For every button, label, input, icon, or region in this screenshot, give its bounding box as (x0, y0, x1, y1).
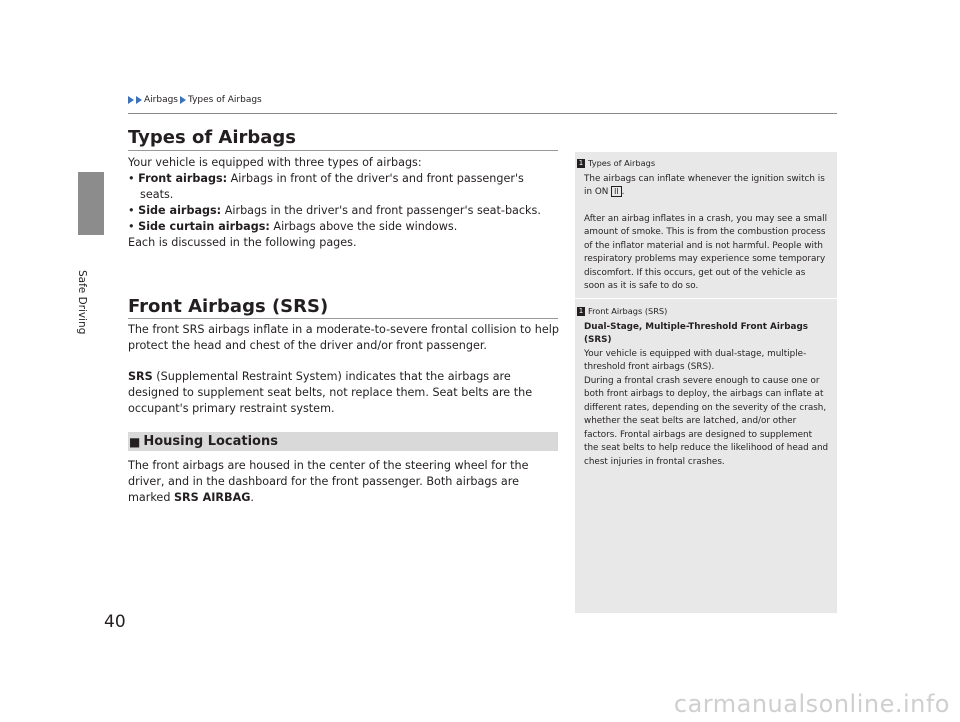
note-body (575, 321, 829, 470)
note-body (575, 173, 829, 294)
breadcrumb-arrow-icon (128, 96, 134, 104)
section-title-types-of-airbags: Types of Airbags (128, 127, 297, 148)
breadcrumb-arrow-icon (136, 96, 142, 104)
note-types-of-airbags (575, 157, 829, 294)
front-airbags-paragraph: The front SRS airbags inflate in a moderate-to-severe frontal collision to help protect the head and chest of the driver and/or front passenger. (128, 323, 559, 352)
section-divider (128, 150, 558, 151)
bullet-side-airbags: • Side airbags: Airbags in the driver's and front passenger's seat-backs. (128, 204, 541, 217)
section-tab-marker (78, 172, 104, 235)
note-title[interactable]: Front Airbags (SRS) (588, 306, 668, 316)
note-number-icon: 1 (578, 159, 584, 168)
section-divider (128, 318, 558, 319)
note-paragraph: The airbags can inflate whenever the ignition switch is in ON II . (584, 173, 825, 197)
page-number: 40 (104, 612, 126, 632)
square-bullet-icon: ■ (129, 434, 141, 449)
section-side-label: Safe Driving (76, 270, 88, 335)
breadcrumb-item-airbags[interactable]: Airbags (144, 95, 178, 105)
note-header (577, 305, 829, 319)
bullet-side-curtain-airbags: • Side curtain airbags: Airbags above the side windows. (128, 220, 458, 233)
outro-text: Each is discussed in the following pages. (128, 236, 357, 249)
section-title-front-airbags: Front Airbags (SRS) (128, 296, 329, 317)
notes-divider (575, 298, 837, 299)
note-header (577, 157, 829, 171)
note-paragraph: After an airbag inflates in a crash, you may see a small amount of smoke. This is from the combustion process of the inflator material and is not harmful. People with respiratory problems may experience some temporary discomfort. If this occurs, get out of the vehicle as soon as it is safe to do so. (584, 213, 828, 291)
note-paragraph: Your vehicle is equipped with dual-stage, multiple-threshold front airbags (SRS). (584, 348, 807, 372)
note-title[interactable]: Types of Airbags (588, 158, 656, 168)
note-front-airbags (575, 305, 829, 469)
bullet-front-airbags: • Front airbags: Airbags in front of the driver's and front passenger's seats. (128, 172, 524, 201)
intro-text: Your vehicle is equipped with three types of airbags: (128, 156, 422, 169)
breadcrumb-arrow-icon (180, 96, 186, 104)
breadcrumb (128, 95, 262, 105)
note-paragraph: During a frontal crash severe enough to cause one or both front airbags to deploy, the airbags can inflate at different rates, depending on the severity of the crash, whether the seat belts are latched, and/or other factors. Frontal airbags are designed to supplement the seat belts to help reduce the likelihood of head and chest injuries in frontal crashes. (584, 375, 829, 467)
subsection-header-housing-locations (128, 432, 558, 451)
subsection-title: Housing Locations (143, 434, 278, 449)
note-bold-heading: Dual-Stage, Multiple-Threshold Front Airbags (SRS) (584, 321, 808, 345)
watermark: carmanualsonline.info (673, 690, 950, 718)
note-number-icon: 1 (578, 307, 584, 316)
header-divider (128, 113, 837, 114)
section-types-body (128, 155, 560, 251)
breadcrumb-item-types-of-airbags[interactable]: Types of Airbags (188, 95, 262, 105)
srs-paragraph: SRS (Supplemental Restraint System) indicates that the airbags are designed to supplement seat belts, not replace them. Seat belts are the occupant's primary restraint system. (128, 370, 533, 415)
housing-locations-body (128, 458, 560, 506)
ignition-on-icon: II (611, 186, 621, 197)
housing-paragraph: The front airbags are housed in the center of the steering wheel for the driver, and in the dashboard for the front passenger. Both airbags are marked SRS AIRBAG. (128, 459, 529, 504)
front-airbags-body (128, 322, 560, 417)
